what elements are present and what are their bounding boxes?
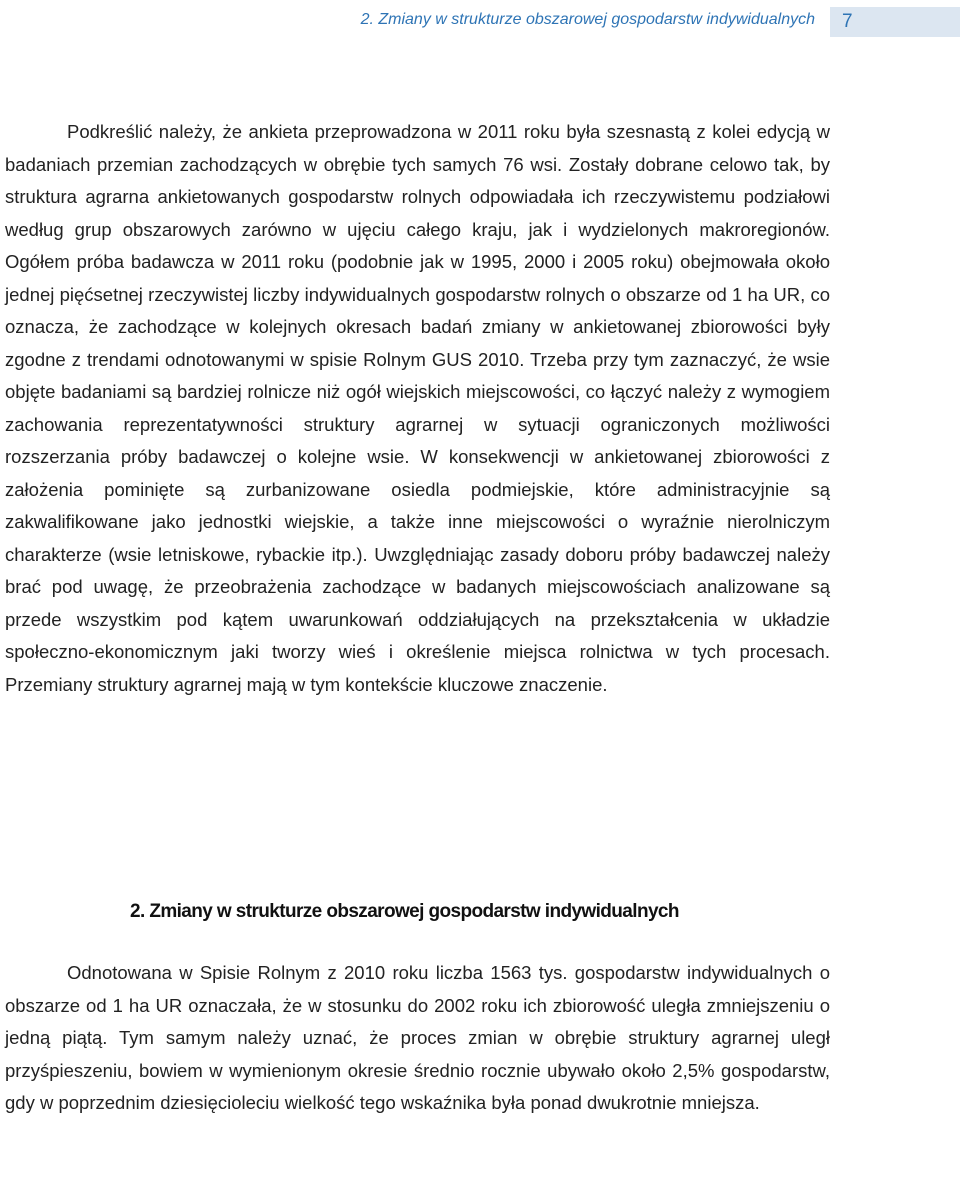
page-number: 7 xyxy=(830,7,960,37)
section-heading: 2. Zmiany w strukturze obszarowej gospodarstw indywidualnych xyxy=(130,901,679,922)
body-text-block-1 xyxy=(5,116,830,701)
paragraph-2: Odnotowana w Spisie Rolnym z 2010 roku liczba 1563 tys. gospodarstw indywidualnych o obszarze od 1 ha UR oznaczała, że w stosunku do 2002 roku ich zbiorowość uległa zmniejszeniu o jedną piątą. Tym samym należy uznać, że proces zmian w obrębie struktury agrarnej uległ przyśpieszeniu, bowiem w wymienionym okresie średnio rocznie ubywało około 2,5% gospodarstw, gdy w poprzednim dziesięcioleciu wielkość tego wskaźnika była ponad dwukrotnie mniejsza. xyxy=(5,962,830,1113)
body-text-block-2 xyxy=(5,957,830,1120)
running-header xyxy=(0,7,960,37)
running-header-title: 2. Zmiany w strukturze obszarowej gospodarstw indywidualnych xyxy=(360,11,815,28)
paragraph-1: Podkreślić należy, że ankieta przeprowadzona w 2011 roku była szesnastą z kolei edycją w badaniach przemian zachodzących w obrębie tych samych 76 wsi. Zostały dobrane celowo tak, by struktura agrarna ankietowanych gospodarstw rolnych odpowiadała ich rzeczywistemu podziałowi według grup obszarowych zarówno w ujęciu całego kraju, jak i wydzielonych makroregionów. Ogółem próba badawcza w 2011 roku (podobnie jak w 1995, 2000 i 2005 roku) obejmowała około jednej pięćsetnej rzeczywistej liczby indywidualnych gospodarstw rolnych o obszarze od 1 ha UR, co oznacza, że zachodzące w kolejnych okresach badań zmiany w ankietowanej zbiorowości były zgodne z trendami odnotowanymi w spisie Rolnym GUS 2010. Trzeba przy tym zaznaczyć, że wsie objęte badaniami są bardziej rolnicze niż ogół wiejskich miejscowości, co łączyć należy z wymogiem zachowania reprezentatywności struktury agrarnej w sytuacji ograniczonych możliwości rozszerzania próby badawczej o kolejne wsie. W konsekwencji w ankietowanej zbiorowości z założenia pominięte są zurbanizowane osiedla podmiejskie, które administracyjnie są zakwalifikowane jako jednostki wiejskie, a także inne miejscowości o wyraźnie nierolniczym charakterze (wsie letniskowe, rybackie itp.). Uwzględniając zasady doboru próby badawczej należy brać pod uwagę, że przeobrażenia zachodzące w badanych miejscowościach analizowane są przede wszystkim pod kątem uwarunkowań oddziałujących na przekształcenia w układzie społeczno-ekonomicznym jaki tworzy wieś i określenie miejsca rolnictwa w tych procesach. Przemiany struktury agrarnej mają w tym kontekście kluczowe znaczenie. xyxy=(5,121,830,695)
